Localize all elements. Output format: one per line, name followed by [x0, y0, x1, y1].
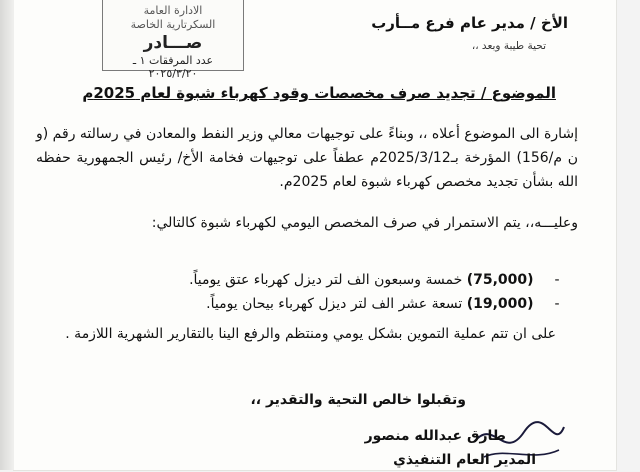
- signatory-name: طارق عبدالله منصور: [364, 428, 506, 444]
- item-text: خمسة وسبعون الف لتر ديزل كهرباء عتق يومياً.: [189, 272, 463, 288]
- greeting: تحية طيبة وبعد ،،: [471, 40, 546, 52]
- stamp-label: صـــادر: [143, 33, 203, 53]
- body-paragraph-1: إشارة الى الموضوع أعلاه ،، وبناءً على توجيهات معالي وزير النفط والمعادن في رسالته رقم (و ن م/156) المؤرخة بـ2025/3/12م عطفاً على توجيهات فخامة الأخ/ رئيس الجمهورية حفظه الله بشأن تجديد مخصص كهرباء شبوة لعام 2025م.: [36, 126, 578, 190]
- bullet-dash: -: [554, 272, 560, 288]
- continuation-paragraph: على ان تتم عملية التموين بشكل يومي ومنتظم والرفع الينا بالتقارير الشهرية اللازمة .: [65, 326, 556, 342]
- stamp-dept: الادارة العامة: [143, 4, 203, 17]
- signatory-title: المدير العام التنفيذي: [393, 452, 536, 468]
- body-paragraph-2: وعليـــه،، يتم الاستمرار في صرف المخصص اليومي لكهرباء شبوة كالتالي:: [151, 215, 578, 231]
- stamp-number: عدد المرفقات ١ ـ ٢٠٢٥/٣/٢٠: [132, 54, 214, 80]
- recipient-line: الأخ / مدير عام فرع مــأرب: [371, 14, 568, 32]
- list-item: [36, 296, 576, 312]
- item-quantity: (19,000): [466, 296, 534, 312]
- stamp-office: السكرتارية الخاصة: [130, 18, 216, 31]
- letter-page: [14, 0, 616, 470]
- list-item: [36, 272, 576, 288]
- subject-line: الموضوع / تجديد صرف مخصصات وقود كهرباء شبوة لعام 2025م: [82, 84, 556, 102]
- outgoing-stamp: [102, 0, 244, 80]
- item-quantity: (75,000): [466, 272, 534, 288]
- bullet-dash: -: [554, 296, 560, 312]
- item-text: تسعة عشر الف لتر ديزل كهرباء بيحان يومياً.: [206, 296, 463, 312]
- page-edge: [0, 0, 14, 470]
- closing-line: وتقبلوا خالص التحية والتقدير ،،: [250, 392, 466, 408]
